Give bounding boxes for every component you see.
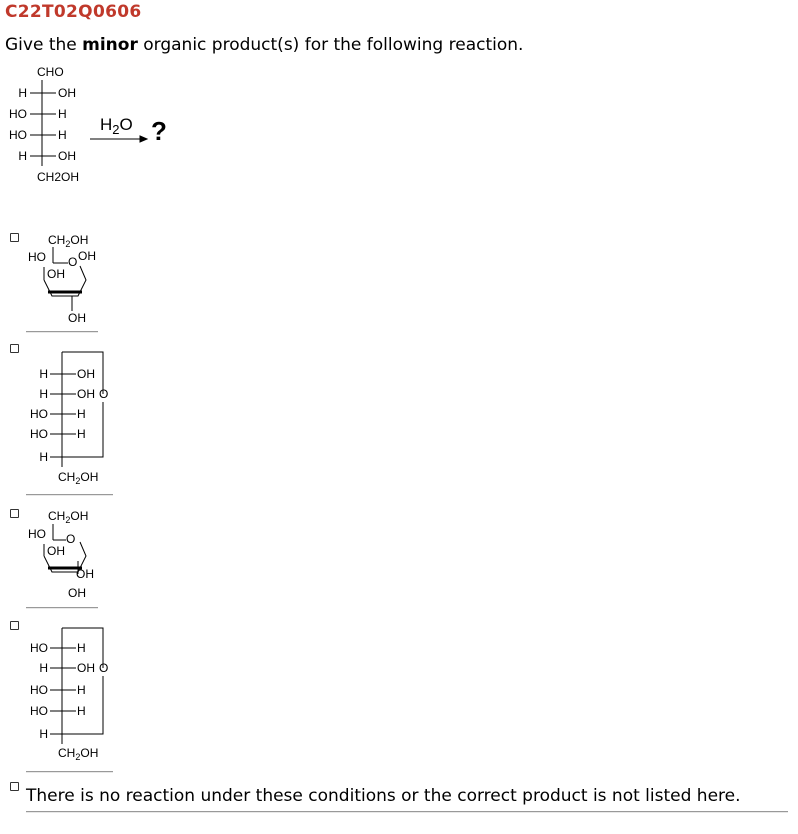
- choice-5-radio[interactable]: [10, 782, 19, 791]
- choice-1-anomeric-oh: OH: [78, 249, 96, 263]
- reactant-row-2-right: H: [58, 107, 67, 121]
- choice-1-c2-oh: OH: [47, 267, 65, 281]
- choice-1-c4-oh: OH: [68, 311, 86, 325]
- choice-2-bottom-tail: OH: [80, 470, 99, 484]
- choice-2-row-1-left: H: [39, 367, 48, 381]
- reactant-fischer-lines: [30, 80, 56, 166]
- choice-4-row-1-left: HO: [30, 641, 48, 655]
- choice-1-radio[interactable]: [10, 233, 19, 242]
- choice-2-row-3-right: H: [77, 407, 86, 421]
- choice-3-c2-oh: OH: [47, 544, 65, 558]
- choice-2-divider: [26, 494, 113, 496]
- choice-2-bottom-sub: 2: [75, 476, 81, 486]
- choice-4-bottom-main: CH: [58, 746, 76, 760]
- unknown-product: ?: [151, 116, 167, 146]
- choice-2-row-2-left: H: [39, 387, 48, 401]
- reactant-row-2-left: HO: [9, 107, 27, 121]
- choice-3-ring-oxygen: O: [66, 532, 76, 546]
- choice-4-row-2-right: OH: [77, 661, 95, 675]
- choice-4-row-3-left: HO: [30, 683, 48, 697]
- choice-3-ch2-sub: 2: [65, 515, 71, 525]
- choice-3-ch2-main: CH: [48, 509, 66, 523]
- choice-1-ring-oxygen: O: [68, 255, 78, 269]
- reactant-row-3-right: H: [58, 128, 67, 142]
- reagent-main: H: [100, 115, 113, 134]
- choice-4-row-5-left: H: [39, 727, 48, 741]
- reagent-label: [100, 115, 133, 137]
- reactant-row-1-left: H: [18, 86, 27, 100]
- choice-1-ch2-sub: 2: [65, 239, 71, 249]
- reactant-row-3-left: HO: [9, 128, 27, 142]
- question-id: C22T02Q0606: [5, 2, 142, 22]
- choice-1-ch2-tail: OH: [70, 233, 89, 247]
- choice-3-ho-label: HO: [28, 527, 46, 541]
- choice-2-row-1-right: OH: [77, 367, 95, 381]
- choice-2-row-4-left: HO: [30, 427, 48, 441]
- choice-4-row-1-right: H: [77, 641, 86, 655]
- choice-4-radio[interactable]: [10, 621, 19, 630]
- choice-3-c4-oh: OH: [68, 586, 86, 600]
- choice-4-ring-oxygen: O: [99, 661, 109, 675]
- choice-2-bottom-label: [58, 470, 98, 486]
- choice-1-ch2-label: [48, 233, 88, 249]
- choice-3-radio[interactable]: [10, 509, 19, 518]
- choice-5-text[interactable]: There is no reaction under these conditions or the correct product is not listed here.: [26, 786, 741, 806]
- choice-1-divider: [26, 331, 98, 333]
- choice-5-divider: [26, 811, 788, 813]
- choice-1-ho-label: HO: [28, 250, 46, 264]
- choice-4-bottom-sub: 2: [75, 752, 81, 762]
- prompt-text-end: organic product(s) for the following reaction.: [137, 35, 524, 55]
- reactant-row-1-right: OH: [58, 86, 76, 100]
- choice-4-bottom-tail: OH: [80, 746, 99, 760]
- choice-2-ring-oxygen: O: [99, 387, 109, 401]
- choice-4-divider: [26, 771, 113, 773]
- reagent-tail: O: [119, 115, 133, 134]
- choice-4-row-4-left: HO: [30, 704, 48, 718]
- choice-2-row-3-left: HO: [30, 407, 48, 421]
- choice-4-row-2-left: H: [39, 661, 48, 675]
- choice-2-row-5-left: H: [39, 450, 48, 464]
- choice-2-radio[interactable]: [10, 344, 19, 353]
- reactant-row-4-right: OH: [58, 149, 76, 163]
- reactant-bottom-label: CH2OH: [37, 170, 80, 184]
- reactant-row-4-left: H: [18, 149, 27, 163]
- prompt-emphasis: minor: [82, 35, 138, 55]
- prompt-text-start: Give the: [5, 35, 83, 55]
- choice-4-row-3-right: H: [77, 683, 86, 697]
- choice-3-c3-oh: OH: [76, 567, 94, 581]
- choice-3-ch2-tail: OH: [70, 509, 89, 523]
- reagent-subscript: 2: [112, 122, 120, 137]
- choice-3-ch2-label: [48, 509, 88, 525]
- choice-2-row-4-right: H: [77, 427, 86, 441]
- choice-4-bottom-label: [58, 746, 98, 762]
- choice-1-ch2-main: CH: [48, 233, 66, 247]
- choice-2-row-2-right: OH: [77, 387, 95, 401]
- choice-3-divider: [26, 607, 98, 609]
- reactant-top-label: CHO: [37, 65, 64, 79]
- choice-2-bottom-main: CH: [58, 470, 76, 484]
- choice-4-row-4-right: H: [77, 704, 86, 718]
